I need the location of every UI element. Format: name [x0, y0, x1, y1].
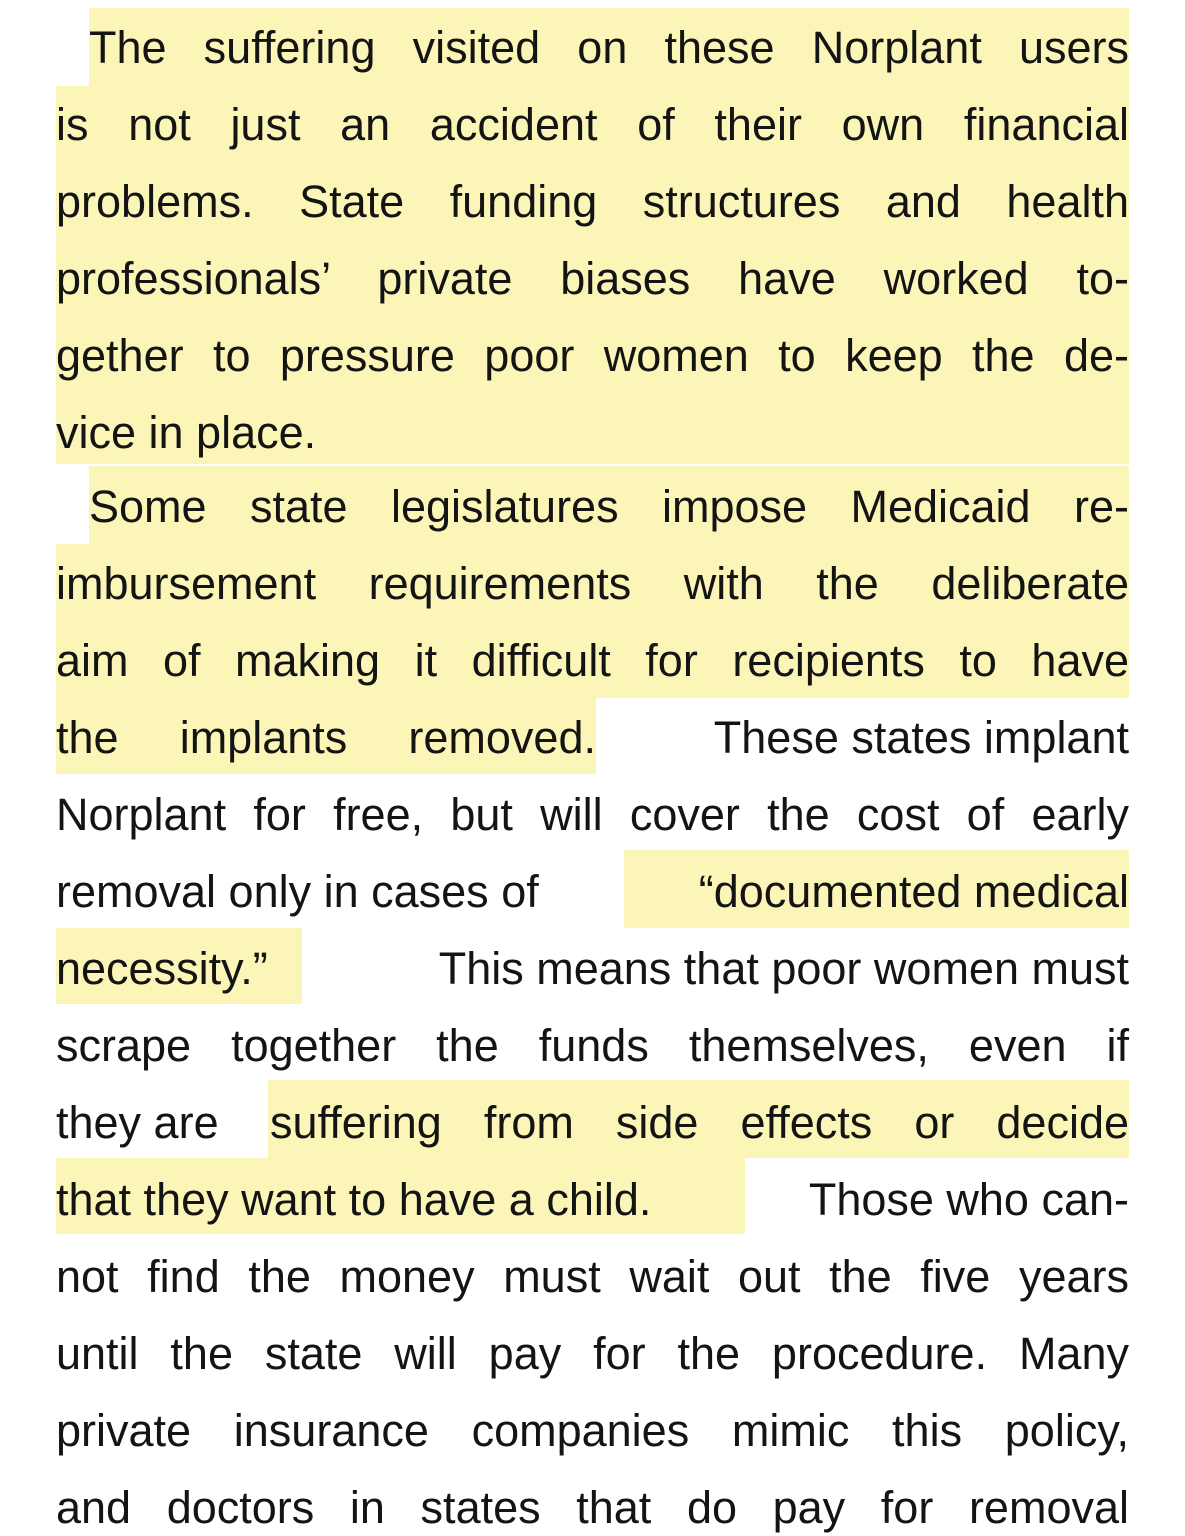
text-line	[56, 930, 1129, 1007]
text-line: is not just an accident of their own financial	[56, 99, 1129, 150]
text-line: Norplant for free, but will cover the cost of early	[56, 789, 1129, 840]
text-line	[56, 853, 1129, 930]
text-line: until the state will pay for the procedure. Many	[56, 1328, 1129, 1379]
text-line	[56, 1084, 1129, 1161]
highlighted-text: “documented medical	[698, 866, 1129, 917]
plain-text: they are	[56, 1097, 219, 1148]
highlighted-text: necessity.”	[56, 943, 268, 994]
text-line: not find the money must wait out the five years	[56, 1251, 1129, 1302]
text-line	[56, 699, 1129, 776]
highlighted-text: suffering from side effects or decide	[270, 1097, 1129, 1148]
text-line: aim of making it difficult for recipients to have	[56, 635, 1129, 686]
text-line: scrape together the funds themselves, even if	[56, 1020, 1129, 1071]
plain-text: This means that poor women must	[438, 943, 1129, 994]
text-line: problems. State funding structures and health	[56, 176, 1129, 227]
plain-text: removal only in cases of	[56, 866, 539, 917]
text-line: imbursement requirements with the deliberate	[56, 558, 1129, 609]
text-line: professionals’ private biases have worked to-	[56, 253, 1129, 304]
text-line: vice in place.	[56, 407, 317, 458]
text-line: and doctors in states that do pay for removal	[56, 1482, 1129, 1533]
text-line: The suffering visited on these Norplant users	[89, 22, 1129, 73]
text-line: Some state legislatures impose Medicaid re-	[89, 481, 1129, 532]
text-line: private insurance companies mimic this policy,	[56, 1405, 1129, 1456]
text-line	[56, 1161, 1129, 1238]
plain-text: Those who can-	[808, 1174, 1129, 1225]
highlighted-text: that they want to have a child.	[56, 1174, 652, 1225]
plain-text: These states implant	[713, 712, 1129, 763]
text-line: gether to pressure poor women to keep the de-	[56, 330, 1129, 381]
highlighted-text: the implants removed.	[56, 712, 596, 763]
